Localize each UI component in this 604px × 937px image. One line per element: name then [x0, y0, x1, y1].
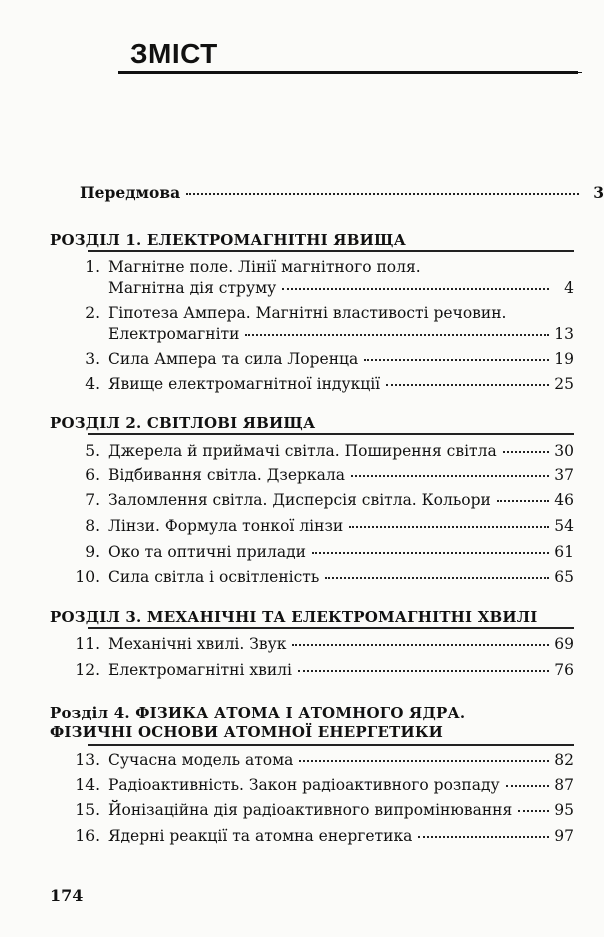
leader-dots: [186, 193, 579, 195]
toc-page-number: 19: [554, 350, 574, 368]
toc-entry-label: Сила світла і освітленість: [108, 568, 320, 586]
toc-page-number: 69: [554, 635, 574, 653]
toc-page-number: 37: [554, 466, 574, 484]
toc-entry-number: 15.: [75, 801, 100, 819]
toc-entry[interactable]: [50, 490, 574, 510]
toc-entry-number: 13.: [75, 751, 100, 769]
toc-entry[interactable]: [50, 750, 574, 770]
toc-entry-label: Джерела й приймачі світла. Поширення світла: [108, 442, 497, 460]
toc-entry-number: 11.: [75, 635, 100, 653]
toc-entry-label: Заломлення світла. Дисперсія світла. Кольори: [108, 491, 491, 509]
toc-entry-number: 2.: [85, 304, 100, 322]
toc-entry-label: Магнітна дія струму: [108, 279, 277, 297]
toc-entry-label: Магнітне поле. Лінії магнітного поля.: [108, 258, 421, 276]
leader-dots: [349, 526, 549, 528]
toc-entry-number: 5.: [85, 442, 100, 460]
leader-dots: [282, 288, 549, 290]
toc-entry-label: Лінзи. Формула тонкої лінзи: [108, 517, 344, 535]
toc-entry[interactable]: [50, 465, 574, 485]
toc-entry[interactable]: [50, 303, 574, 323]
footer-page-number: 174: [50, 886, 84, 905]
toc-entry[interactable]: [50, 516, 574, 536]
leader-dots: [418, 836, 549, 838]
toc-entry[interactable]: [50, 374, 574, 394]
leader-dots: [245, 334, 549, 336]
toc-page-number: 13: [554, 325, 574, 343]
toc-entry-number: 12.: [75, 661, 100, 679]
toc-entry-label: Сучасна модель атома: [108, 751, 294, 769]
section-title: РОЗДІЛ 2. СВІТЛОВІ ЯВИЩА: [50, 414, 316, 432]
page-title: ЗМІСТ: [130, 38, 218, 69]
section-title: РОЗДІЛ 1. ЕЛЕКТРОМАГНІТНІ ЯВИЩА: [50, 231, 406, 249]
toc-entry-label: Ядерні реакції та атомна енергетика: [108, 827, 413, 845]
toc-entry-label: Радіоактивність. Закон радіоактивного розпаду: [108, 776, 500, 794]
leader-dots: [386, 384, 549, 386]
toc-entry-label: Гіпотеза Ампера. Магнітні властивості речовин.: [108, 304, 507, 322]
leader-dots: [497, 500, 549, 502]
toc-entry[interactable]: [50, 441, 574, 461]
section-title: Розділ 4. ФІЗИКА АТОМА І АТОМНОГО ЯДРА.: [50, 704, 466, 722]
toc-entry-label: Око та оптичні прилади: [108, 543, 306, 561]
toc-entry-continuation[interactable]: [50, 324, 574, 344]
toc-entry-number: 6.: [85, 466, 100, 484]
toc-entry-label: Явище електромагнітної індукції: [108, 375, 381, 393]
toc-entry[interactable]: [50, 660, 574, 680]
toc-entry[interactable]: [50, 826, 574, 846]
section-rule: [88, 433, 574, 435]
toc-entry-label: Електромагніти: [108, 325, 240, 343]
toc-page-number: 25: [554, 375, 574, 393]
header: [130, 40, 218, 68]
toc-entry-number: 9.: [85, 543, 100, 561]
toc-page-number: 46: [554, 491, 574, 509]
leader-dots: [325, 577, 549, 579]
section-rule: [88, 744, 574, 746]
toc-entry-label: Передмова: [80, 183, 181, 202]
section-title: РОЗДІЛ 3. МЕХАНІЧНІ ТА ЕЛЕКТРОМАГНІТНІ ХВИЛІ: [50, 608, 538, 626]
leader-dots: [503, 451, 549, 453]
toc-page-number: 95: [554, 801, 574, 819]
toc-entry-label: Механічні хвилі. Звук: [108, 635, 287, 653]
toc-page-number: 97: [554, 827, 574, 845]
toc-entry-preface[interactable]: [50, 183, 604, 203]
toc-entry[interactable]: [50, 257, 574, 277]
toc-entry-label: Йонізаційна дія радіоактивного випромінювання: [108, 801, 513, 819]
toc-entry-number: 1.: [85, 258, 100, 276]
toc-page-number: 76: [554, 661, 574, 679]
toc-page-number: 61: [554, 543, 574, 561]
toc-entry-number: 8.: [85, 517, 100, 535]
toc-entry-number: 4.: [85, 375, 100, 393]
section-rule: [88, 627, 574, 629]
section-rule: [88, 250, 574, 252]
toc-entry-label: Відбивання світла. Дзеркала: [108, 466, 345, 484]
toc-page-number: 3: [593, 183, 604, 202]
header-rule: [118, 71, 578, 74]
leader-dots: [312, 552, 549, 554]
toc-entry-number: 10.: [75, 568, 100, 586]
leader-dots: [298, 670, 549, 672]
leader-dots: [299, 760, 549, 762]
leader-dots: [506, 785, 549, 787]
toc-page-number: 30: [554, 442, 574, 460]
toc-entry[interactable]: [50, 634, 574, 654]
leader-dots: [351, 475, 549, 477]
toc-entry-number: 3.: [85, 350, 100, 368]
toc-page-number: 4: [564, 279, 574, 297]
toc-page-number: 65: [554, 568, 574, 586]
toc-entry-continuation[interactable]: [50, 278, 574, 298]
leader-dots: [518, 810, 549, 812]
toc-page-number: 87: [554, 776, 574, 794]
toc-entry-number: 16.: [75, 827, 100, 845]
toc-entry-number: 7.: [85, 491, 100, 509]
toc-entry-label: Сила Ампера та сила Лоренца: [108, 350, 359, 368]
leader-dots: [364, 359, 549, 361]
toc-page-number: 82: [554, 751, 574, 769]
toc-entry-number: 14.: [75, 776, 100, 794]
toc-entry[interactable]: [50, 800, 574, 820]
section-title: ФІЗИЧНІ ОСНОВИ АТОМНОЇ ЕНЕРГЕТИКИ: [50, 723, 444, 741]
toc-entry[interactable]: [50, 349, 574, 369]
toc-page-number: 54: [554, 517, 574, 535]
toc-entry[interactable]: [50, 542, 574, 562]
toc-entry-label: Електромагнітні хвилі: [108, 661, 292, 679]
toc-entry[interactable]: [50, 567, 574, 587]
leader-dots: [292, 644, 549, 646]
toc-entry[interactable]: [50, 775, 574, 795]
